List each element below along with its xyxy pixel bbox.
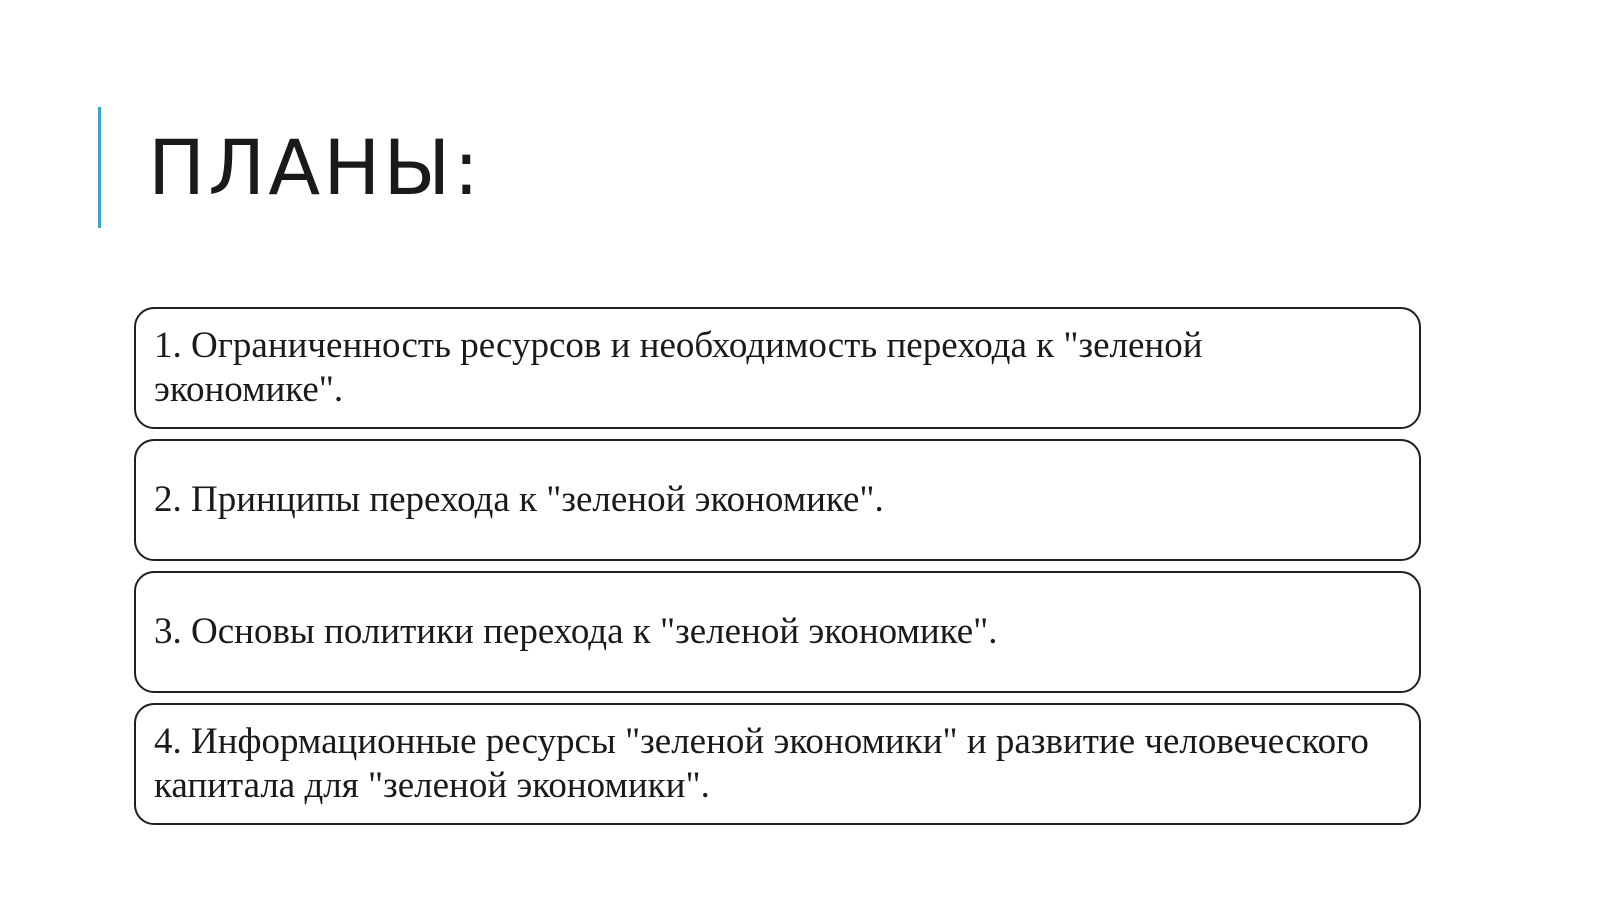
plan-item-1: [134, 307, 1421, 429]
plan-item-4: [134, 703, 1421, 825]
plan-item-text: 4. Информационные ресурсы "зеленой экономики" и развитие человеческого капитала для "зеленой экономики".: [154, 721, 1369, 806]
title-accent-bar: [98, 107, 101, 228]
plan-item-text: 1. Ограниченность ресурсов и необходимость перехода к "зеленой экономике".: [154, 325, 1203, 410]
plan-list: [134, 307, 1421, 835]
plan-item-3: [134, 571, 1421, 693]
plan-item-text: 3. Основы политики перехода к "зеленой экономике".: [154, 611, 998, 652]
slide-title: ПЛАНЫ:: [148, 123, 483, 212]
plan-item-2: [134, 439, 1421, 561]
plan-item-text: 2. Принципы перехода к "зеленой экономике".: [154, 479, 884, 520]
